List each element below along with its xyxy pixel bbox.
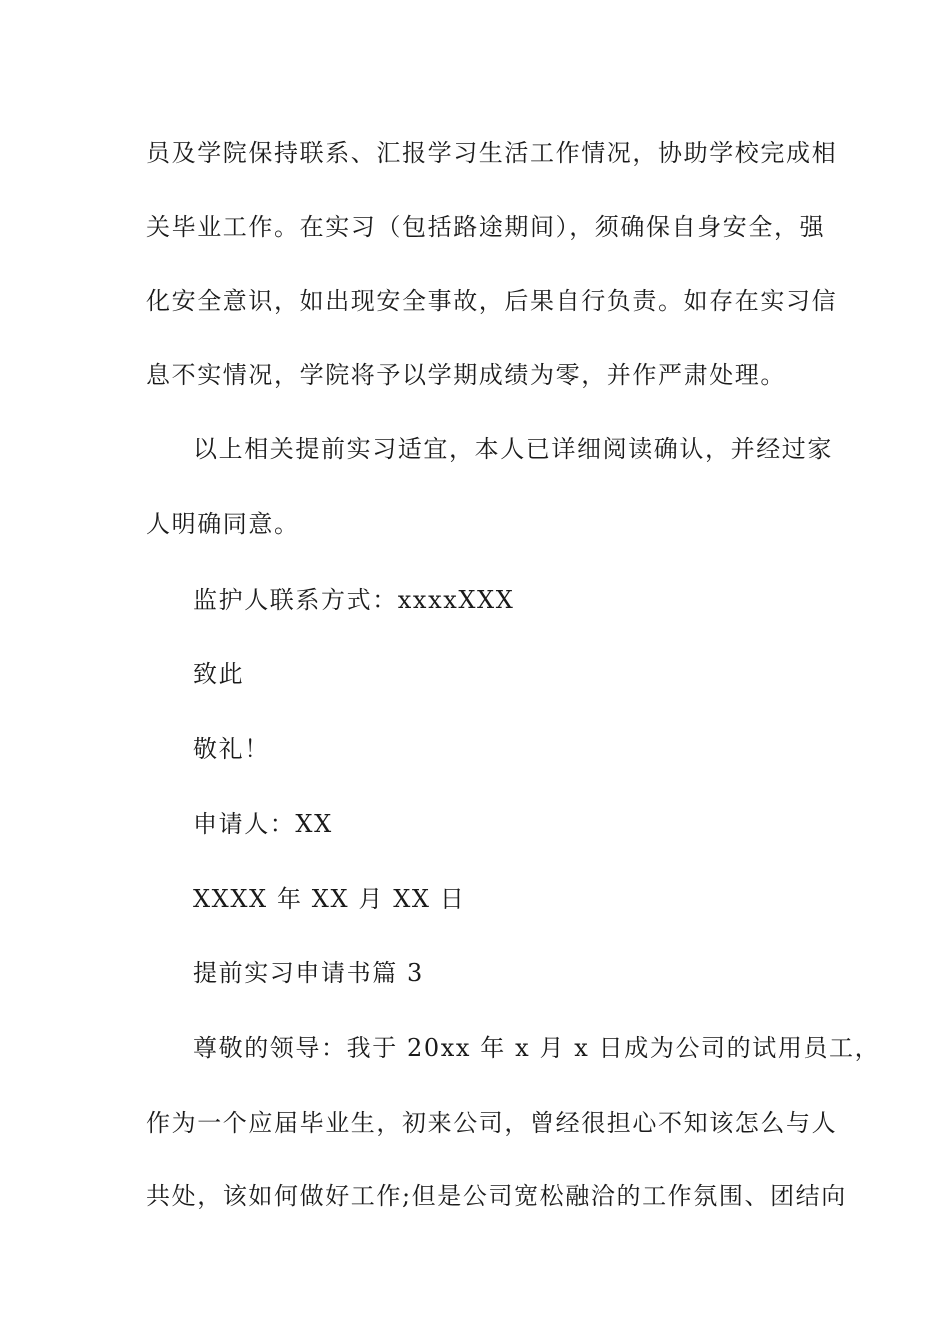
paragraph-first-line: 尊敬的领导：我于 20xx 年 x 月 x 日成为公司的试用员工， xyxy=(193,1034,881,1062)
body-text-line: 化安全意识，如出现安全事故，后果自行负责。如存在实习信 xyxy=(146,287,838,315)
body-text-line: 员及学院保持联系、汇报学习生活工作情况，协助学校完成相 xyxy=(146,139,838,167)
closing-phrase: 致此 xyxy=(193,660,245,688)
section-heading: 提前实习申请书篇 3 xyxy=(193,959,424,987)
body-text-line: 作为一个应届毕业生，初来公司，曾经很担心不知该怎么与人 xyxy=(146,1109,838,1137)
guardian-contact: 监护人联系方式：xxxxXXX xyxy=(193,586,515,614)
body-text-line: 息不实情况，学院将予以学期成绩为零，并作严肃处理。 xyxy=(146,361,786,389)
date-line: XXXX 年 XX 月 XX 日 xyxy=(193,885,466,913)
paragraph-first-line: 以上相关提前实习适宜，本人已详细阅读确认，并经过家 xyxy=(193,435,833,463)
body-text-line: 人明确同意。 xyxy=(146,510,300,538)
body-text-line: 关毕业工作。在实习（包括路途期间），须确保自身安全，强 xyxy=(146,213,826,241)
salutation: 敬礼！ xyxy=(193,735,270,763)
body-text-line: 共处，该如何做好工作;但是公司宽松融洽的工作氛围、团结向 xyxy=(146,1182,847,1210)
applicant-signature: 申请人：XX xyxy=(193,810,333,838)
